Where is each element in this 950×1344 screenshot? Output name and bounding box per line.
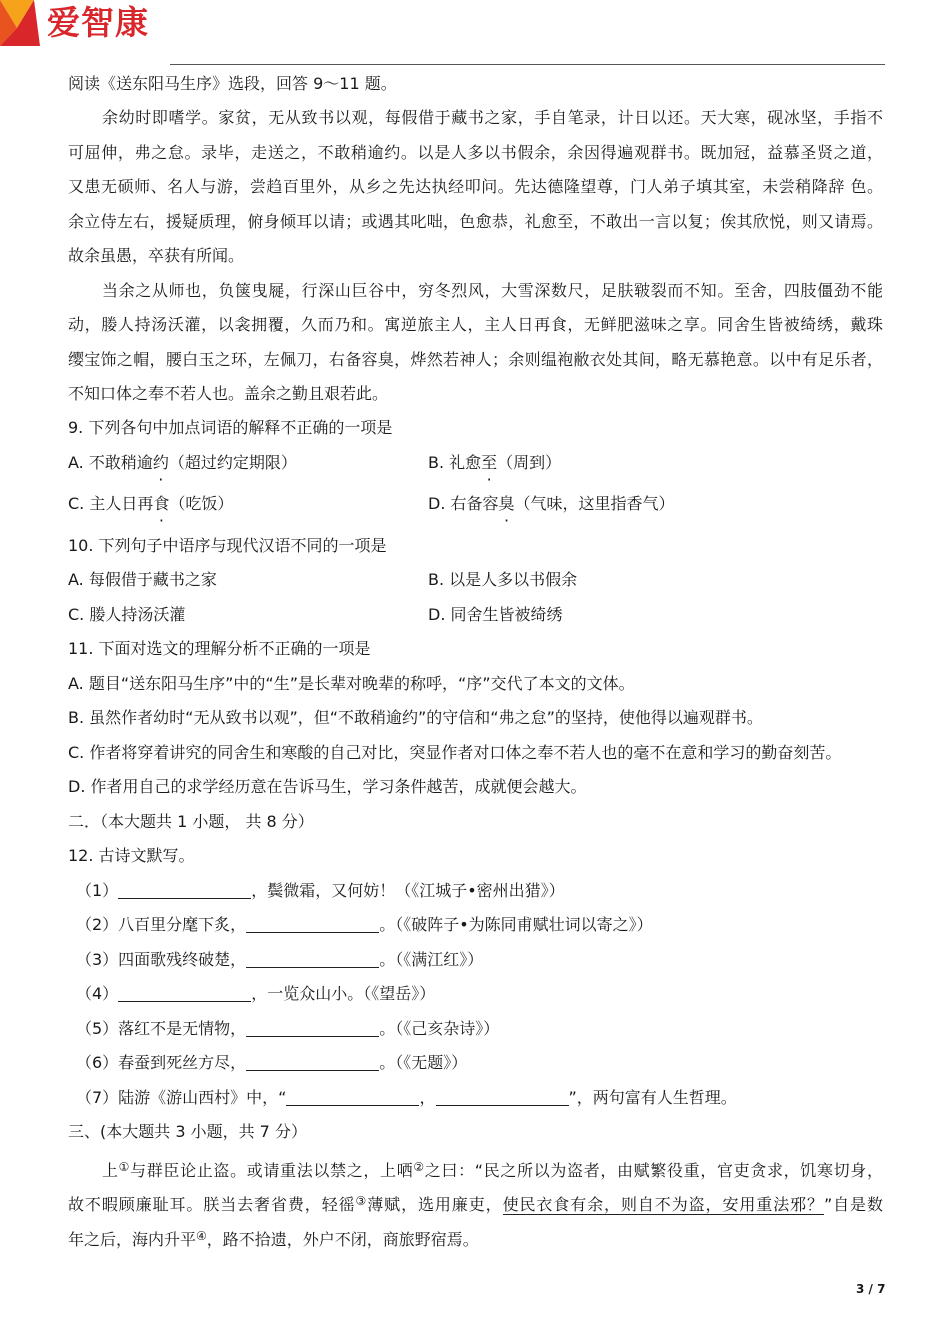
passage3-line: 上①与群臣论止盗。或请重法以禁之，上哂②之曰：“民之所以为盗者，由赋繁役重，官吏贪求，饥寒切身， (102, 1160, 883, 1180)
answer-blank[interactable] (246, 914, 379, 933)
q11-option-a: A. 题目“送东阳马生序”中的“生”是长辈对晚辈的称呼，“序”交代了本文的文体。 (68, 674, 635, 693)
q10-option-c: C. 媵人持汤沃灌 (68, 605, 186, 624)
q12-item-1: （1） ，鬓微霜，又何妨！（《江城子•密州出猎》） (76, 881, 565, 900)
logo-mark-icon (0, 0, 46, 48)
q11-option-b: B. 虽然作者幼时“无从致书以观”，但“不敢稍逾约”的守信和“弗之怠”的坚持，使他得以遍观群书。 (68, 708, 763, 727)
q9-option-a: A. 不敢稍逾约（超过约定期限） (68, 453, 297, 472)
logo-text: 爱智康 (47, 3, 149, 42)
passage-line: 余立侍左右，援疑质理，俯身倾耳以请；或遇其叱咄，色愈恭，礼愈至，不敢出一言以复；俟其欣悦，则又请焉。 (68, 212, 883, 231)
answer-blank[interactable] (246, 1052, 379, 1071)
q12-item-7: （7）陆游《游山西村》中，“ ， ”，两句富有人生哲理。 (76, 1088, 737, 1107)
q10-option-a: A. 每假借于藏书之家 (68, 570, 217, 589)
q10-option-d: D. 同舍生皆被绮绣 (428, 605, 563, 624)
q11-option-c: C. 作者将穿着讲究的同舍生和寒酸的自己对比，突显作者对口体之奉不若人也的毫不在意和学习的勤奋刻苦。 (68, 743, 842, 762)
question-12-stem: 12. 古诗文默写。 (68, 846, 195, 865)
q11-option-d: D. 作者用自己的求学经历意在告诉马生，学习条件越苦，成就便会越大。 (68, 777, 587, 796)
q9-option-d: D. 右备容臭（气味，这里指香气） (428, 494, 675, 513)
passage3-line: 年之后，海内升平④，路不拾遗，外户不闭，商旅野宿焉。 (68, 1229, 479, 1249)
logo (0, 0, 170, 48)
passage-line: 不知口体之奉不若人也。盖余之勤且艰若此。 (68, 384, 389, 403)
answer-blank[interactable] (118, 983, 251, 1002)
passage-line: 故余虽愚，卒获有所闻。 (68, 246, 245, 265)
q12-item-4: （4） ，一览众山小。（《望岳》） (76, 984, 436, 1003)
answer-blank[interactable] (246, 1018, 379, 1037)
passage3-line: 故不暇顾廉耻耳。朕当去奢省费，轻徭③薄赋，选用廉吏，使民衣食有余，则自不为盗，安用重法邪？”自是数 (68, 1194, 883, 1214)
answer-blank[interactable] (436, 1087, 569, 1106)
answer-blank[interactable] (246, 949, 379, 968)
q12-item-3: （3）四面歌残终破楚， 。（《满江红》） (76, 950, 484, 969)
underlined-sentence: 使民衣食有余，则自不为盗，安用重法邪？ (502, 1195, 824, 1214)
passage-line: 余幼时即嗜学。家贫，无从致书以观，每假借于藏书之家，手自笔录，计日以还。天大寒，砚冰坚，手指不 (102, 108, 883, 127)
reading-intro: 阅读《送东阳马生序》选段，回答 9～11 题。 (68, 74, 397, 93)
answer-blank[interactable] (286, 1087, 419, 1106)
q9-option-b: B. 礼愈至（周到） (428, 453, 562, 472)
q10-option-b: B. 以是人多以书假余 (428, 570, 578, 589)
q12-item-6: （6）春蚕到死丝方尽， 。（《无题》） (76, 1053, 468, 1072)
passage-line: 缨宝饰之帽，腰白玉之环，左佩刀，右备容臭，烨然若神人；余则缊袍敝衣处其间，略无慕艳意。以中有足乐者， (68, 350, 883, 369)
answer-blank[interactable] (118, 880, 251, 899)
q9-option-c: C. 主人日再食（吃饭） (68, 494, 234, 513)
question-9-stem: 9. 下列各句中加点词语的解释不正确的一项是 (68, 418, 393, 437)
question-11-stem: 11. 下面对选文的理解分析不正确的一项是 (68, 639, 371, 658)
q12-item-5: （5）落红不是无情物， 。（《己亥杂诗》） (76, 1019, 500, 1038)
passage-line: 又患无硕师、名人与游，尝趋百里外，从乡之先达执经叩问。先达德隆望尊，门人弟子填其室，未尝稍降辞 色。 (68, 177, 883, 196)
section-3-heading: 三、(本大题共 3 小题，共 7 分） (68, 1122, 307, 1141)
q12-item-2: （2）八百里分麾下炙， 。（《破阵子•为陈同甫赋壮词以寄之》） (76, 915, 653, 934)
passage-line: 动，媵人持汤沃灌，以衾拥覆，久而乃和。寓逆旅主人，主人日再食，无鲜肥滋味之享。同舍生皆被绮绣，戴珠 (68, 315, 883, 334)
question-10-stem: 10. 下列句子中语序与现代汉语不同的一项是 (68, 536, 387, 555)
section-2-heading: 二．（本大题共 1 小题， 共 8 分） (68, 812, 314, 831)
page-number: 3 / 7 (856, 1282, 886, 1296)
passage-line: 可屈伸，弗之怠。录毕，走送之，不敢稍逾约。以是人多以书假余，余因得遍观群书。既加冠，益慕圣贤之道， (68, 143, 883, 162)
header-divider (170, 64, 885, 65)
passage-line: 当余之从师也，负箧曳屣，行深山巨谷中，穷冬烈风，大雪深数尺，足肤皲裂而不知。至舍，四肢僵劲不能 (102, 281, 883, 300)
